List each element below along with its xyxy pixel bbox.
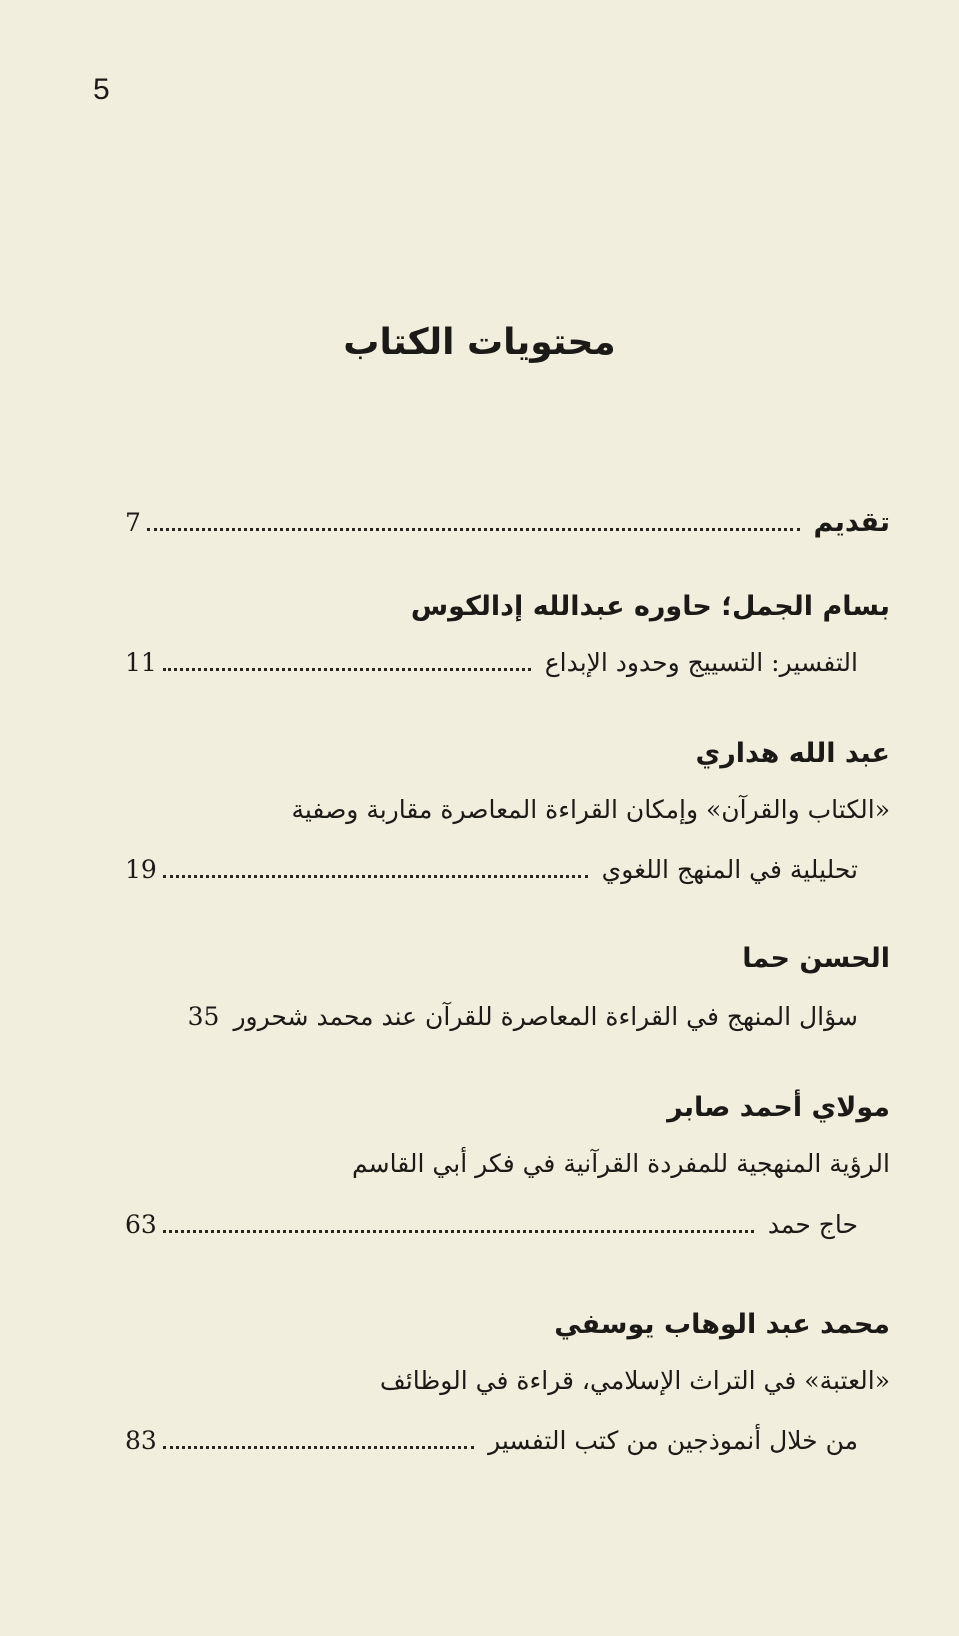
toc-entry-title-line: «العتبة» في التراث الإسلامي، قراءة في الوظائف: [379, 1365, 890, 1395]
author-name: عبد الله هداري: [695, 737, 890, 769]
toc-entry-title: التفسير: التسييج وحدود الإبداع: [544, 647, 858, 677]
author-name: محمد عبد الوهاب يوسفي: [554, 1308, 890, 1340]
dot-leader: [163, 1230, 754, 1233]
author-name: بسام الجمل؛ حاوره عبدالله إدالكوس: [410, 590, 890, 622]
toc-entry-title: حاج حمد: [767, 1209, 858, 1239]
toc-entry-article-4: [125, 1201, 858, 1247]
dot-leader: [147, 528, 800, 531]
toc-page-number: 11: [125, 647, 157, 677]
dot-leader: [163, 1446, 474, 1449]
page-title: محتويات الكتاب: [343, 322, 616, 363]
author-name: مولاي أحمد صابر: [667, 1091, 890, 1123]
toc-entry-article-1: [125, 639, 858, 685]
toc-entry-article-2: [125, 846, 858, 892]
dot-leader: [163, 668, 531, 671]
toc-page-number: 7: [125, 507, 141, 537]
toc-entry-title-line: «الكتاب والقرآن» وإمكان القراءة المعاصرة مقاربة وصفية: [291, 794, 890, 824]
toc-entry-title: تقديم: [813, 506, 890, 538]
page-number: 5: [93, 73, 110, 106]
toc-page-number: 19: [125, 854, 157, 884]
toc-entry-article-3: [125, 993, 858, 1039]
toc-entry-title: من خلال أنموذجين من كتب التفسير: [488, 1425, 858, 1455]
dot-leader: [163, 875, 588, 878]
toc-page-number: 63: [125, 1209, 157, 1239]
toc-page-number: 83: [125, 1425, 157, 1455]
toc-entry-title: سؤال المنهج في القراءة المعاصرة للقرآن عند محمد شحرور: [233, 1001, 858, 1031]
toc-entry-intro: [125, 499, 890, 545]
author-name: الحسن حما: [742, 942, 890, 974]
toc-entry-title: تحليلية في المنهج اللغوي: [601, 854, 858, 884]
toc-entry-article-5: [125, 1417, 858, 1463]
toc-entry-title-line: الرؤية المنهجية للمفردة القرآنية في فكر أبي القاسم: [352, 1148, 890, 1178]
toc-page-number: 35: [187, 1001, 220, 1031]
